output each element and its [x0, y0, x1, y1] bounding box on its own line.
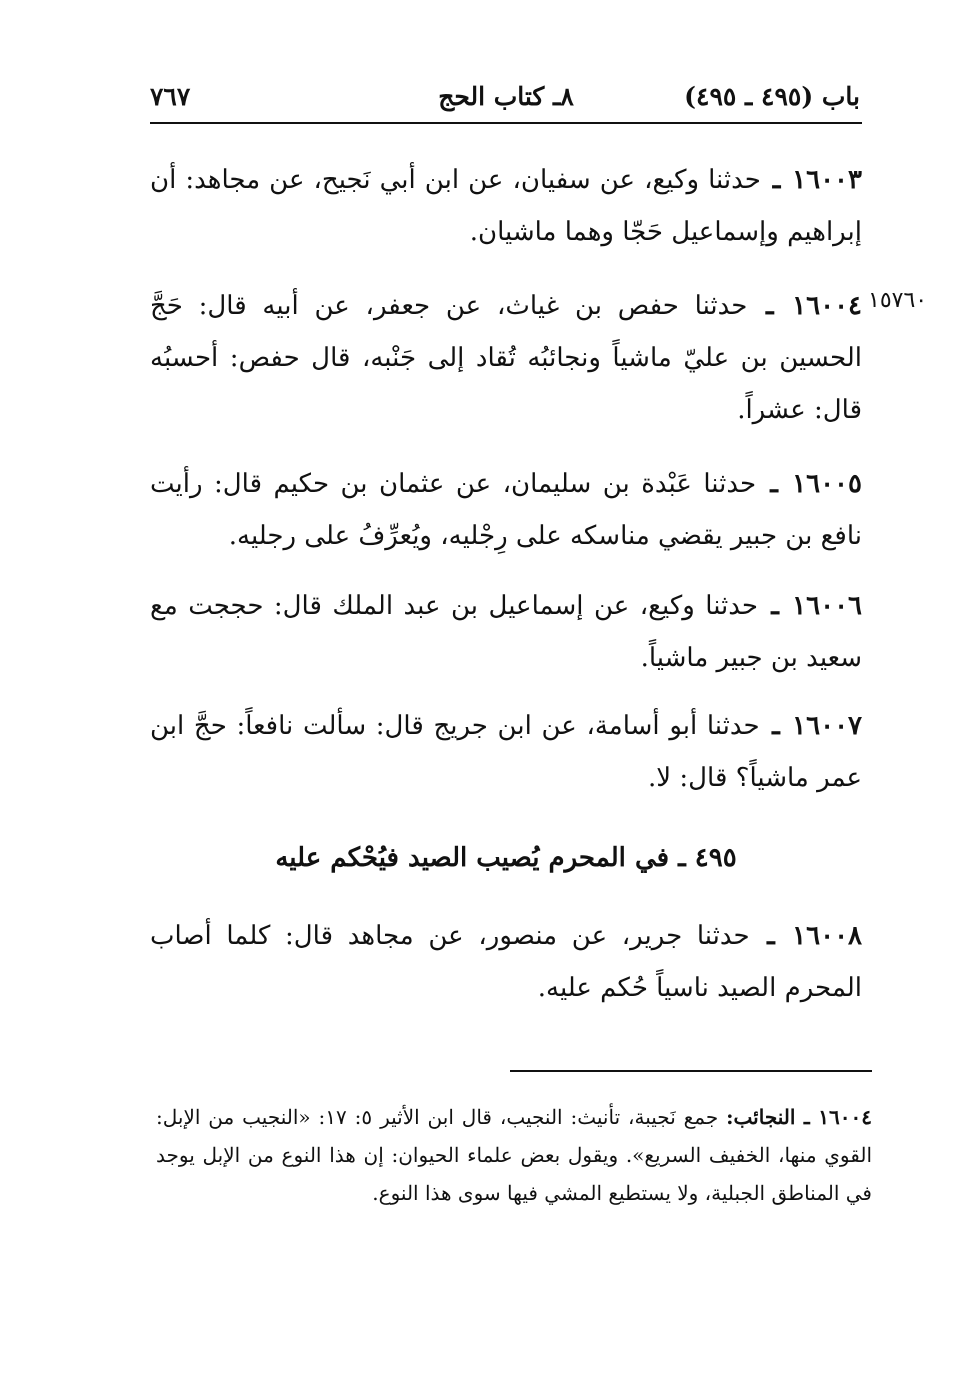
hadith-text: حدثنا حفص بن غياث، عن جعفر، عن أبيه قال: حَجَّ الحسين بن عليّ ماشياً ونجائبُه تُقاد إلى جَنْبه، قال حفص: أحسبُه قال: عشراً.: [150, 291, 862, 425]
hadith-16006: ١٦٠٠٦ ـ حدثنا وكيع، عن إسماعيل بن عبد الملك قال: حججت مع سعيد بن جبير ماشياً.: [150, 591, 862, 673]
hadith-number: ١٦٠٠٨: [792, 921, 862, 951]
hadith-text: حدثنا أبو أسامة، عن ابن جريج قال: سألت نافعاً: حجَّ ابن عمر ماشياً؟ قال: لا.: [150, 711, 862, 793]
hadith-16007: ١٦٠٠٧ ـ حدثنا أبو أسامة، عن ابن جريج قال: سألت نافعاً: حجَّ ابن عمر ماشياً؟ قال: لا.: [150, 711, 862, 793]
margin-cross-reference: ١٥٧٦٠: [868, 288, 928, 313]
page-header: [150, 78, 862, 124]
hadith-16003: ١٦٠٠٣ ـ حدثنا وكيع، عن سفيان، عن ابن أبي نَجيح، عن مجاهد: أن إبراهيم وإسماعيل حَجّا وهما ماشيان.: [150, 165, 862, 247]
hadith-text: حدثنا جرير، عن منصور، عن مجاهد قال: كلما أصاب المحرم الصيد ناسياً حُكم عليه.: [150, 921, 862, 1003]
hadith-number: ١٦٠٠٦: [792, 591, 862, 621]
hadith-number: ١٦٠٠٣: [792, 165, 862, 195]
hadith-text: حدثنا وكيع، عن سفيان، عن ابن أبي نَجيح، عن مجاهد: أن إبراهيم وإسماعيل حَجّا وهما ماشيان.: [150, 165, 862, 247]
book-title: ٨ـ كتاب الحج: [438, 82, 574, 111]
hadith-number: ١٦٠٠٤: [792, 291, 862, 321]
hadith-text: حدثنا وكيع، عن إسماعيل بن عبد الملك قال: حججت مع سعيد بن جبير ماشياً.: [150, 591, 862, 673]
footnote-number: ١٦٠٠٤: [818, 1105, 873, 1129]
footnote-separator: [510, 1070, 872, 1072]
footnote-text: جمع نَجيبة، تأنيث: النجيب، قال ابن الأثير ٥: ١٧: «النجيب من الإبل: القوي منها، الخفيف السريع». ويقول بعض علماء الحيوان: إن هذا النوع من الإبل يوجد في المناطق الجبلية، ولا يستطيع المشي فيها سوى هذا النوع.: [156, 1105, 872, 1205]
footnote: ١٦٠٠٤ ـ النجائب: جمع نَجيبة، تأنيث: النجيب، قال ابن الأثير ٥: ١٧: «النجيب من الإبل: القوي منها، الخفيف السريع». ويقول بعض علماء الحيوان: إن هذا النوع من الإبل يوجد في المناطق الجبلية، ولا يستطيع المشي فيها سوى هذا النوع.: [156, 1105, 873, 1205]
footnote-head: النجائب:: [726, 1105, 796, 1129]
hadith-16005: ١٦٠٠٥ ـ حدثنا عَبْدة بن سليمان، عن عثمان بن حكيم قال: رأيت نافع بن جبير يقضي مناسكه على رِجْليه، ويُعرِّفُ على رجليه.: [150, 469, 862, 551]
page-number: ٧٦٧: [150, 82, 191, 111]
hadith-16008: ١٦٠٠٨ ـ حدثنا جرير، عن منصور، عن مجاهد قال: كلما أصاب المحرم الصيد ناسياً حُكم عليه.: [150, 921, 862, 1003]
hadith-16004: ١٦٠٠٤ ـ حدثنا حفص بن غياث، عن جعفر، عن أبيه قال: حَجَّ الحسين بن عليّ ماشياً ونجائبُه تُقاد إلى جَنْبه، قال حفص: أحسبُه قال: عشراً.: [150, 291, 862, 425]
hadith-number: ١٦٠٠٥: [792, 469, 862, 499]
hadith-number: ١٦٠٠٧: [792, 711, 862, 741]
chapter-heading: ٤٩٥ ـ في المحرم يُصيب الصيد فيُحْكم عليه: [275, 843, 737, 873]
hadith-text: حدثنا عَبْدة بن سليمان، عن عثمان بن حكيم قال: رأيت نافع بن جبير يقضي مناسكه على رِجْليه، ويُعرِّفُ على رجليه.: [150, 469, 862, 551]
section-title: باب (٤٩٥ ـ ٤٩٥): [684, 82, 860, 111]
